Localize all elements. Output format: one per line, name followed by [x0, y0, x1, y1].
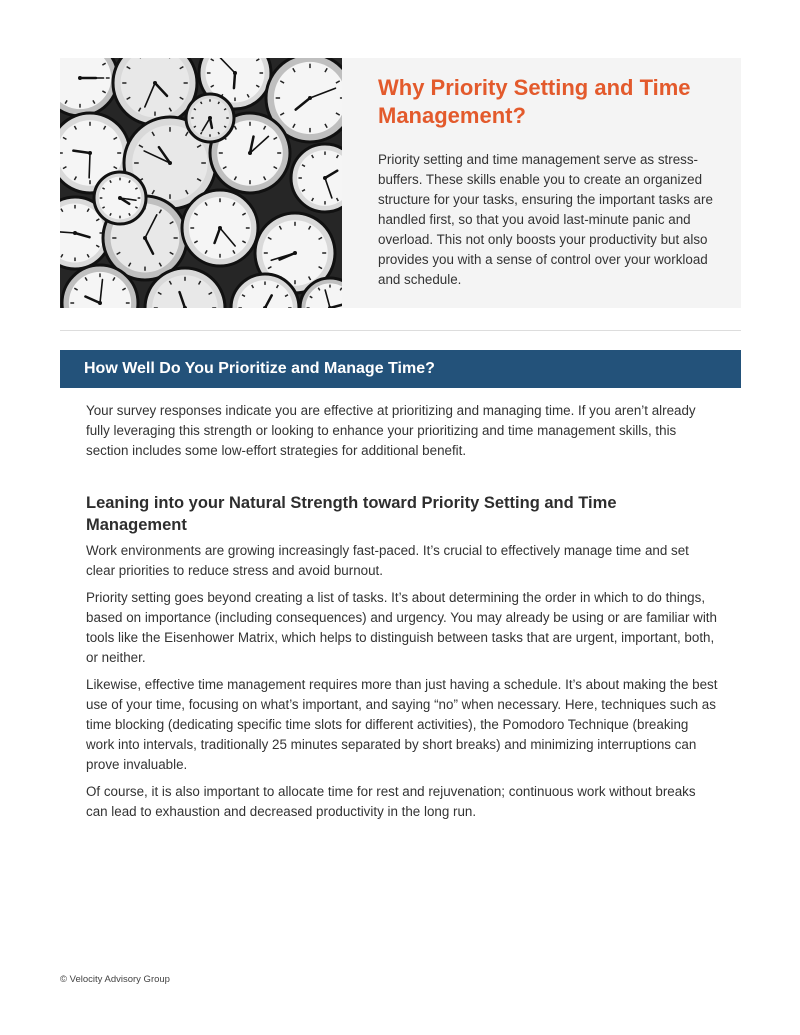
footer-copyright: © Velocity Advisory Group — [60, 974, 170, 985]
clock-face-icon — [113, 58, 197, 125]
body-paragraph: Likewise, effective time management requires more than just having a schedule. It’s about making the best use of your time, focusing on what’s important, and saying “no” when necessary. Here, techniques such as time blocking (dedicating specific time slots for different activities), the Pomodoro Technique (breaking work into intervals, traditionally 25 minutes separated by short breaks) and minimizing interruptions can prove invaluable. — [86, 677, 718, 772]
body-paragraph: Of course, it is also important to allocate time for rest and rejuvenation; continuous work without breaks can lead to exhaustion and decreased productivity in the long run. — [86, 784, 696, 819]
body-paragraph: Priority setting goes beyond creating a list of tasks. It’s about determining the order in which to do things, based on importance (including consequences) and urgency. You may already be using or are familiar with tools like the Eisenhower Matrix, which helps to distinguish between tasks that are urgent, important, both, or neither. — [86, 590, 717, 665]
clock-face-icon — [291, 144, 342, 212]
section-content — [86, 401, 718, 829]
hero-text — [342, 58, 741, 308]
hero-title: Why Priority Setting and Time Management? — [378, 75, 691, 128]
hero-body: Priority setting and time management serve as stress-buffers. These skills enable you to create an organized structure for your tasks, ensuring the important tasks are handled first, so that you avoid last-minute panic and overload. This not only boosts your productivity but also provides you with a sense of control over your workload and schedule. — [378, 152, 713, 287]
divider — [60, 330, 741, 331]
intro-paragraph: Your survey responses indicate you are effective at prioritizing and managing time. If you aren’t already fully leveraging this strength or looking to enhance your prioritizing and time management skills, this section includes some low-effort strategies for additional benefit. — [86, 403, 696, 458]
hero-card — [60, 58, 741, 308]
body-paragraph: Work environments are growing increasingly fast-paced. It’s crucial to effectively manage time and set clear priorities to reduce stress and avoid burnout. — [86, 543, 689, 578]
section-banner — [60, 350, 741, 388]
clock-face-icon — [186, 94, 234, 142]
clocks-photo — [60, 58, 342, 308]
clock-face-icon — [60, 58, 118, 116]
clock-face-icon — [182, 190, 258, 266]
section-title: How Well Do You Prioritize and Manage Time? — [84, 360, 435, 377]
clock-face-icon — [94, 172, 146, 224]
clocks-illustration — [60, 58, 342, 308]
subheading: Leaning into your Natural Strength toward Priority Setting and Time Management — [86, 494, 617, 534]
